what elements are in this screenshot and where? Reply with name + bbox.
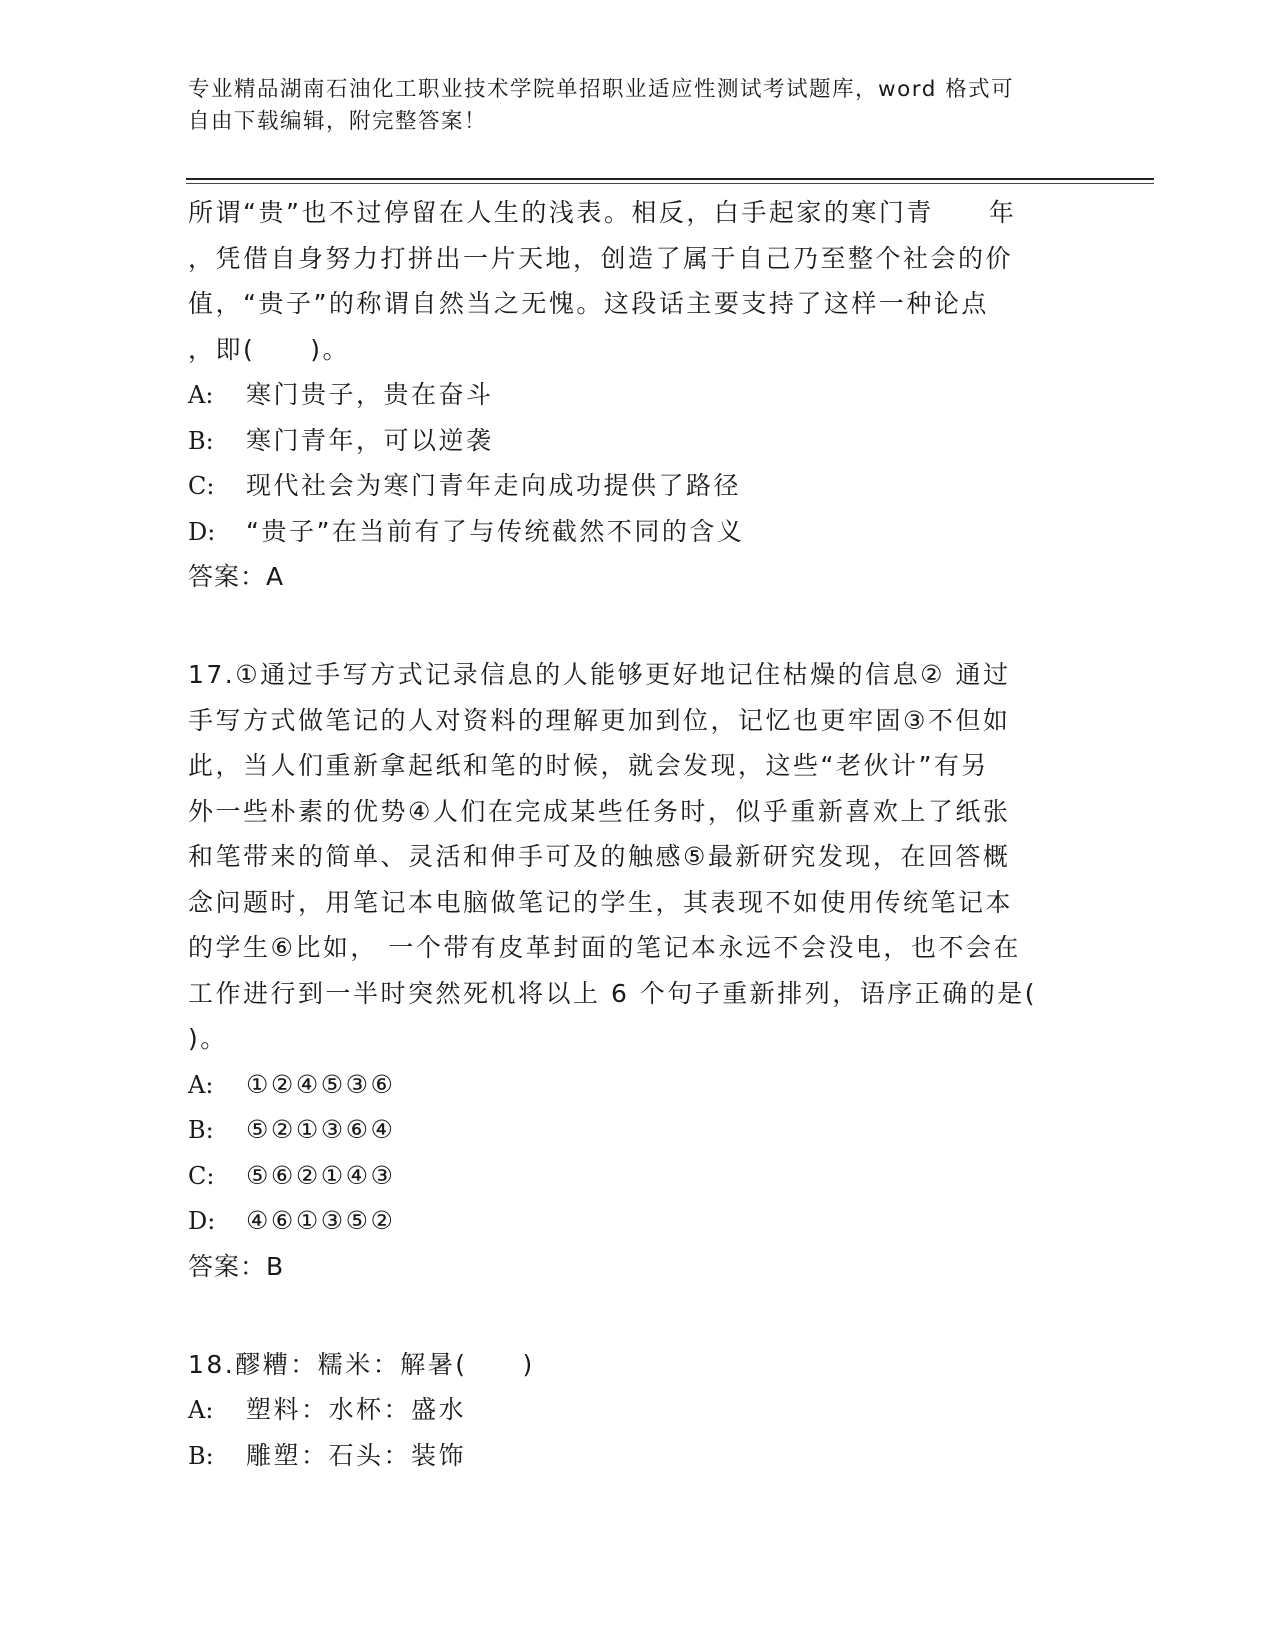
option-a [188,1387,1088,1433]
option-text: ①②④⑤③⑥ [246,1069,396,1099]
option-letter: D: [188,1207,216,1235]
question-text-line: 手写方式做笔记的人对资料的理解更加到位，记忆也更牢固③不但如 [188,705,1011,735]
header-divider-thick [186,178,1154,180]
option-text: 塑料：水杯：盛水 [246,1395,467,1424]
spacer [188,1290,1088,1342]
option-b [188,1433,1088,1479]
option-letter: B: [188,1116,214,1144]
question-text-line: 值，“贵子”的称谓自然当之无愧。这段话主要支持了这样一种论点 [188,289,989,318]
option-text: ④⑥①③⑤② [246,1206,396,1235]
document-header [188,74,1088,138]
option-d [188,1198,1088,1244]
question-text-line: ，凭借自身努力打拼出一片天地，创造了属于自己乃至整个社会的价 [188,243,1014,273]
option-letter: B: [188,1441,214,1470]
question-text-line: 工作进行到一半时突然死机将以上 6 个句子重新排列，语序正确的是( [188,978,1038,1008]
option-b [188,1107,1088,1153]
option-a [188,372,1088,418]
option-text: 寒门贵子，贵在奋斗 [246,380,494,409]
option-c [188,463,1088,509]
question-text-line: 所谓“贵”也不过停留在人生的浅表。相反，白手起家的寒门青 年 [188,198,1017,227]
question-18 [188,1342,1088,1479]
option-text: 雕塑：石头：装饰 [246,1440,467,1470]
option-text: 寒门青年，可以逆袭 [246,425,494,455]
question-text-line: 18.醪糟：糯米：解暑( ) [188,1349,535,1379]
option-b [188,418,1088,464]
option-letter: C: [188,1161,215,1190]
document-body [188,190,1088,1478]
option-d [188,509,1088,555]
answer-line: 答案：B [188,1251,285,1281]
option-letter: A: [188,1396,214,1424]
option-letter: B: [188,426,214,455]
answer-line: 答案：A [188,562,285,591]
question-text-line: 此，当人们重新拿起纸和笔的时候，就会发现，这些“老伙计”有另 [188,751,989,780]
option-text: “贵子”在当前有了与传统截然不同的含义 [246,516,745,546]
question-text-line: 外一些朴素的优势④人们在完成某些任务时，似乎重新喜欢上了纸张 [188,796,1011,826]
option-letter: D: [188,517,216,546]
option-letter: A: [188,381,214,409]
option-letter: A: [188,1070,214,1099]
question-text-line: ，即( )。 [188,334,351,364]
question-text-line: 和笔带来的简单、灵活和伸手可及的触感⑤最新研究发现，在回答概 [188,842,1011,871]
header-line-1: 专业精品湖南石油化工职业技术学院单招职业适应性测试考试题库，word 格式可 [188,77,1015,102]
question-text-line: 的学生⑥比如， 一个带有皮革封面的笔记本永远不会没电，也不会在 [188,933,1021,962]
question-16 [188,190,1088,600]
option-letter: C: [188,472,215,500]
option-text: ⑤⑥②①④③ [246,1160,396,1190]
option-c [188,1153,1088,1199]
option-text: 现代社会为寒门青年走向成功提供了路径 [246,471,742,500]
spacer [188,600,1088,652]
question-17 [188,652,1088,1290]
question-text-line: 17.①通过手写方式记录信息的人能够更好地记住枯燥的信息② 通过 [188,660,1011,689]
option-text: ⑤②①③⑥④ [246,1115,396,1144]
question-text-line: 念问题时，用笔记本电脑做笔记的学生，其表现不如使用传统笔记本 [188,887,1014,917]
header-divider-thin [186,183,1154,184]
question-text-line: )。 [188,1024,228,1053]
header-line-2: 自由下载编辑，附完整答案！ [188,109,488,134]
option-a [188,1062,1088,1108]
